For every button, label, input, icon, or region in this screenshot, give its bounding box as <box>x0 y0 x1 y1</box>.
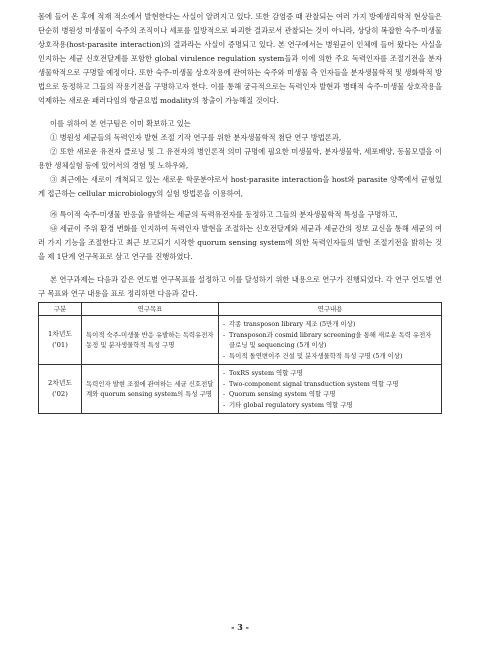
content-cell <box>219 365 442 414</box>
header-category: 구분 <box>39 303 82 316</box>
paragraph-goal-b: ㉯ 세균이 주위 환경 변화를 인지하여 독력인자 발현을 조절하는 신호전달계와 세균과 세균간의 정보 교신을 통해 세균의 여러 가지 기능을 조절한다고 최근 보고되기 시작한 quorum sensing system에 의한 독력인자들의 발현 조절기전을 밝히는 것을 제 1단계 연구목표로 삼고 연구를 진행하였다. <box>38 224 442 261</box>
paragraph-item-2: ② 또한 새로운 유전자 클로닝 및 그 유전자의 병인론적 의미 규명에 필요한 미생물학, 분자생물학, 세포배양, 동물모델을 이용한 생체실험 등에 있어서의 경험 및 노하우와, <box>38 147 442 170</box>
header-content: 연구내용 <box>219 303 442 316</box>
list-item: - 각종 transposon library 제조 (5만개 이상) <box>223 319 437 330</box>
list-item: - 특이적 돌연변이주 건설 및 분자생물학적 특성 구명 (5개 이상) <box>223 351 437 362</box>
header-goal: 연구목표 <box>82 303 219 316</box>
list-item: - 기타 global regulatory system 역할 구명 <box>223 400 437 411</box>
list-item: - Two-component signal transduction system 역할 구명 <box>223 379 437 390</box>
list-item: - Quorum sensing system 역할 구명 <box>223 389 437 400</box>
list-item: - ToxRS system 역할 구명 <box>223 368 437 379</box>
year-cell <box>39 316 82 365</box>
table-row <box>39 365 442 414</box>
goal-cell: 독력인자 발현 조절에 관여하는 세균 신호전달계와 quorum sensing system의 특성 구명 <box>82 365 219 414</box>
year-code: ('02) <box>52 390 68 398</box>
paragraph-lead: 이를 위하여 본 연구팀은 이미 확보하고 있는 <box>50 119 191 128</box>
year-label: 2차년도 <box>47 379 73 387</box>
research-plan-table <box>38 302 442 414</box>
list-item: - Transposon과 cosmid library screening을 통해 새로운 독력 유전자 클로닝 및 sequencing (5개 이상) <box>223 330 437 351</box>
content-cell <box>219 316 442 365</box>
page-number: - 3 - <box>231 622 249 632</box>
paragraph-goal-a: ㉮ 특이적 숙주-미생물 반응을 유발하는 세균의 독력유전자를 동정하고 그들의 분자생물학적 특성을 구명하고, <box>50 210 398 219</box>
year-code: ('01) <box>52 341 68 349</box>
year-cell <box>39 365 82 414</box>
table-header-row <box>39 303 442 316</box>
paragraph-item-3: ③ 최근에는 새로이 개척되고 있는 새로운 학문분야로서 host-parasite interaction을 host와 parasite 양쪽에서 균형있게 접근하는 cellular microbiology의 실험 방법론을 이용하여, <box>38 175 442 198</box>
year-label: 1차년도 <box>47 330 73 338</box>
page-content <box>38 10 442 414</box>
paragraph-intro: 몸에 들어 온 후에 적재 적소에서 발현한다는 사실이 알려지고 있다. 또한 감염증 때 관찰되는 여러 가지 방예생리학적 현상들은 단순히 병원성 미생물이 숙주의 조직이나 세포를 일방적으로 파괴한 결과로서 관찰되는 것이 아니라, 상당히 복잡한 숙주-미생물 상호작용(host-parasite interaction)의 결과라는 사실이 증명되고 있다. 본 연구에서는 병원균이 인체에 들어 왔다는 사실을 인지하는 세균 신호전달계를 포함한 global virulence regulation system들과 이에 의한 주요 독력인자를 조절기전을 분자생물학적으로 구명할 예정이다. 또한 숙주-미생물 상호작용에 관여하는 숙주와 미생물 측 인자들을 분자생물학적 및 생화학적 방법으로 동정하고 그들의 작용기전을 구명하고자 한다. 이를 통해 궁극적으로는 독력인자 발현과 병태적 숙주-미생물 상호작용을 억제하는 새로운 패러다임의 항균요법 modality의 창출이 가능해질 것이다. <box>38 12 442 105</box>
table-row <box>39 316 442 365</box>
goal-cell: 특이적 숙주-미생물 반응 유발하는 독력유전자 동정 및 분자생물학적 특성 구명 <box>82 316 219 365</box>
paragraph-item-1: ① 병원성 세균들의 독력인자 발현 조절 기작 연구를 위한 분자생물학적 첨단 연구 방법론과, <box>50 133 342 142</box>
paragraph-table-intro: 본 연구과제는 다음과 같은 연도별 연구목표를 설정하고 이를 달성하기 위한 내용으로 연구가 진행되었다. 각 연구 연도별 연구 목표와 연구 내용을 표로 정리하면 다음과 같다. <box>38 275 442 298</box>
